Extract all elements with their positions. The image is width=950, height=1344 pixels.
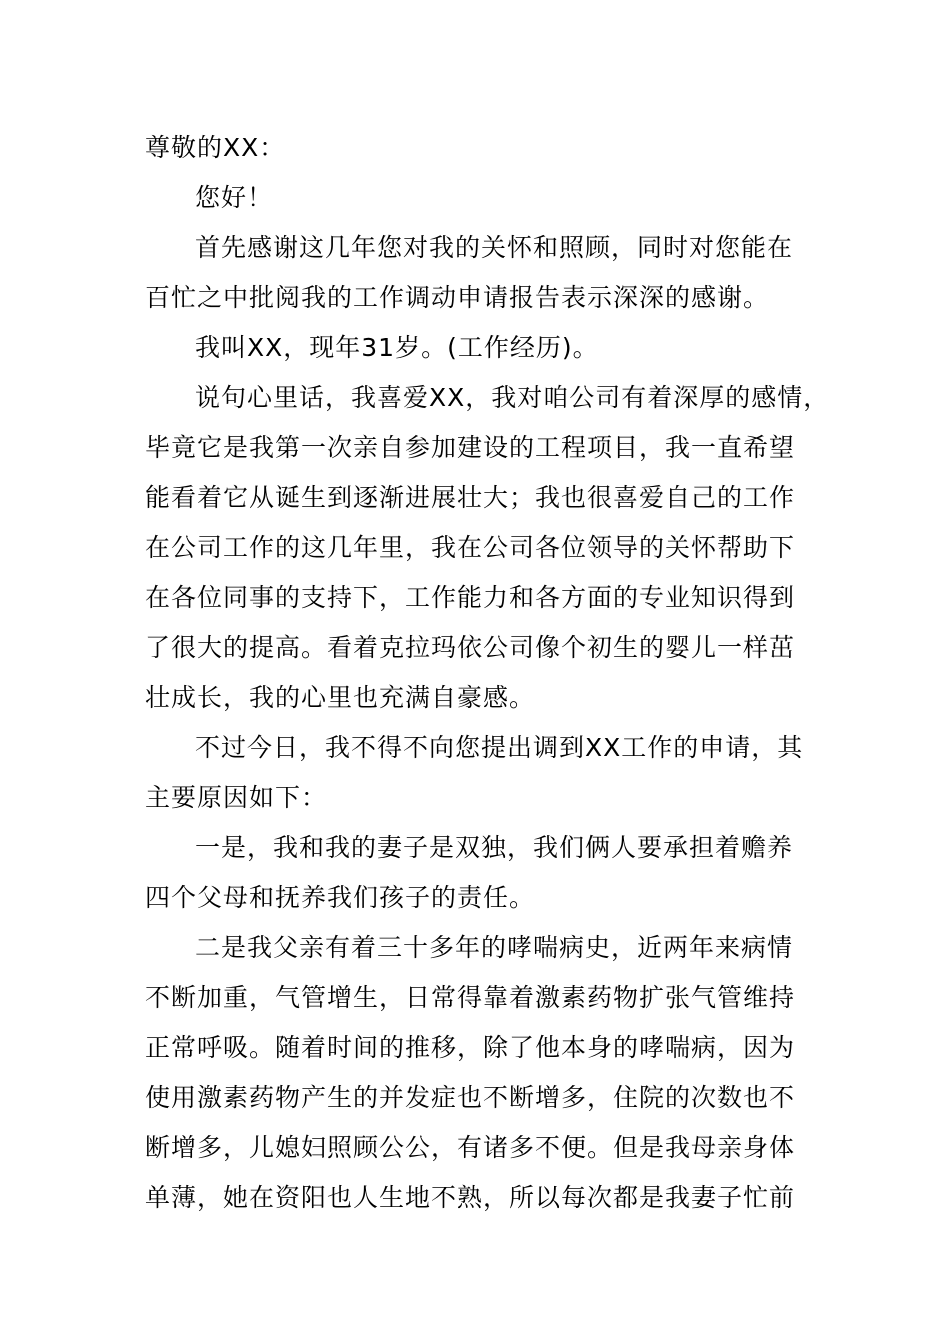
body-line: 说句心里话，我喜爱XX，我对咱公司有着深厚的感情， — [195, 383, 830, 412]
body-line: 了很大的提高。看着克拉玛依公司像个初生的婴儿一样茁 — [145, 633, 796, 662]
body-line: 不过今日，我不得不向您提出调到XX工作的申请，其 — [195, 733, 804, 762]
body-line: 四个父母和抚养我们孩子的责任。 — [145, 883, 536, 912]
body-line: 正常呼吸。随着时间的推移，除了他本身的哮喘病，因为 — [145, 1033, 796, 1062]
body-line: 壮成长，我的心里也充满自豪感。 — [145, 683, 536, 712]
salutation: 尊敬的XX： — [145, 133, 286, 162]
body-line: 不断加重，气管增生，日常得靠着激素药物扩张气管维持 — [145, 983, 796, 1012]
body-line: 首先感谢这几年您对我的关怀和照顾，同时对您能在 — [195, 233, 794, 262]
body-line: 能看着它从诞生到逐渐进展壮大；我也很喜爱自己的工作 — [145, 483, 796, 512]
body-line: 使用激素药物产生的并发症也不断增多，住院的次数也不 — [145, 1083, 796, 1112]
body-line: 单薄，她在资阳也人生地不熟，所以每次都是我妻子忙前 — [145, 1183, 796, 1212]
greeting: 您好！ — [195, 183, 274, 212]
body-line: 在公司工作的这几年里，我在公司各位领导的关怀帮助下 — [145, 533, 796, 562]
body-line: 毕竟它是我第一次亲自参加建设的工程项目，我一直希望 — [145, 433, 796, 462]
body-line: 在各位同事的支持下，工作能力和各方面的专业知识得到 — [145, 583, 796, 612]
body-line: 一是，我和我的妻子是双独，我们俩人要承担着赡养 — [195, 833, 794, 862]
body-line: 我叫XX，现年31岁。(工作经历)。 — [195, 333, 599, 362]
body-line: 百忙之中批阅我的工作调动申请报告表示深深的感谢。 — [145, 283, 770, 312]
body-line: 二是我父亲有着三十多年的哮喘病史，近两年来病情 — [195, 933, 794, 962]
body-line: 断增多，儿媳妇照顾公公，有诸多不便。但是我母亲身体 — [145, 1133, 796, 1162]
body-line: 主要原因如下： — [145, 783, 328, 812]
